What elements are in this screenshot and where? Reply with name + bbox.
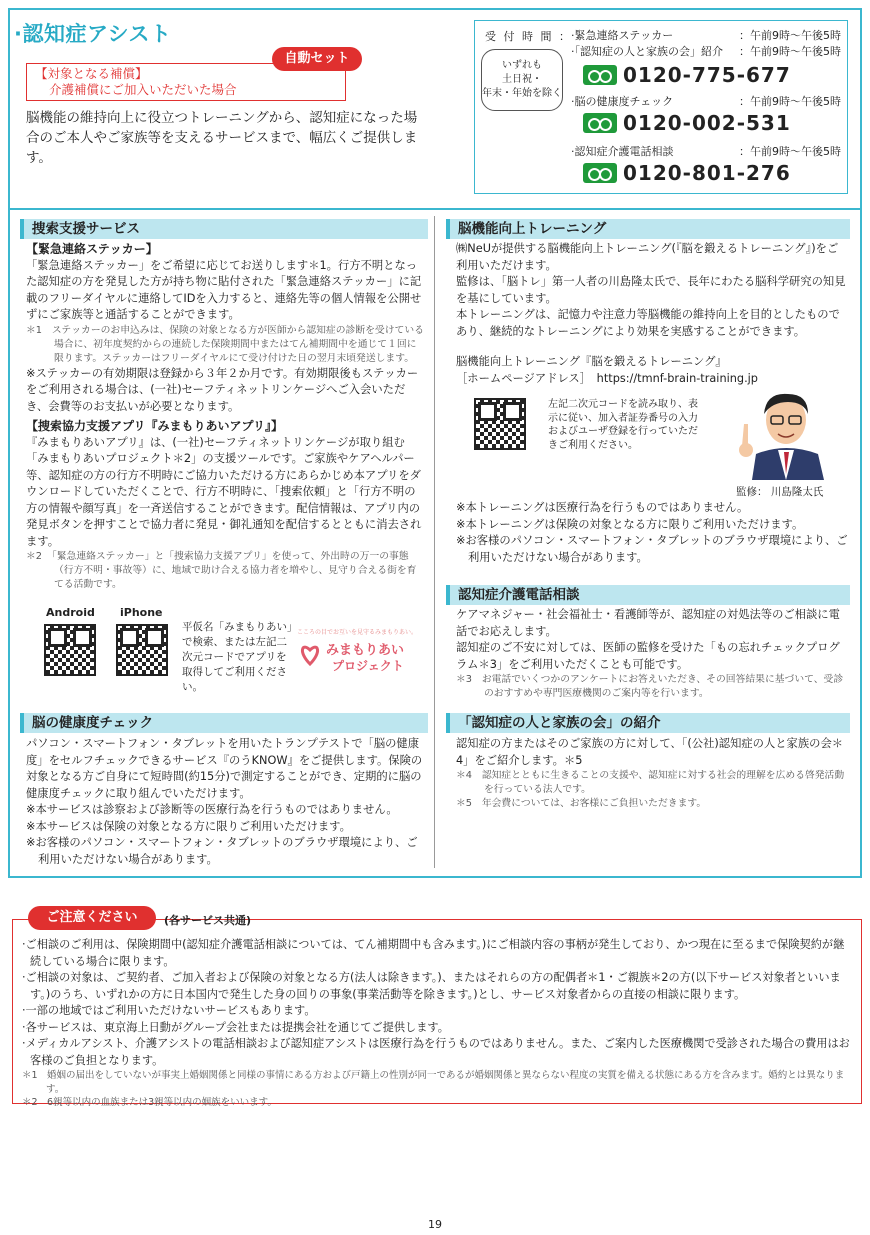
contact-row-name: ·「認知症の人と家族の会」紹介 [571, 45, 723, 58]
care-phone-header: 認知症介護電話相談 [446, 585, 850, 605]
training-note: ※お客様のパソコン・スマートフォン・タブレットのブラウザ環境により、ご利用いただけない場合があります。 [456, 534, 848, 564]
contact-row-name: ·認知症介護電話相談 [571, 145, 674, 158]
training-p2: 監修は、「脳トレ」第一人者の川島隆太氏で、長年にわたる脳科学研究の知見を基にしています。 [456, 275, 846, 305]
family-assoc-body [456, 736, 848, 811]
phone-text: 0120-801-276 [623, 161, 791, 185]
brain-check-note: ※本サービスは保険の対象となる方に限りご利用いただけます。 [26, 819, 351, 833]
training-header: 脳機能向上トレーニング [446, 219, 850, 239]
iphone-qr-code[interactable] [116, 624, 168, 676]
site-url[interactable]: https://tmnf-brain-training.jp [596, 371, 758, 385]
sticker-title: 【緊急連絡ステッカー】 [26, 242, 158, 256]
column-divider [434, 216, 435, 868]
brain-check-note: ※本サービスは診察および診断等の医療行為を行うものではありません。 [26, 803, 398, 816]
iphone-label: iPhone [120, 606, 163, 619]
hours-note [481, 49, 563, 111]
app-title: 【捜索協力支援アプリ『みまもりあいアプリ』】 [26, 419, 284, 433]
note-2: ＊2 「緊急連絡ステッカー」と「捜索協力支援アプリ」を使って、外出時の万一の事態（行方不明・事故等）に、地域で助け合える協力者を増やし、見守り合える街を育てる活動です。 [26, 551, 417, 590]
lead-text: 脳機能の維持向上に役立つトレーニングから、認知症になった場合のご本人やご家族等を支えるサービスまで、幅広くご提供します。 [26, 110, 418, 166]
heart-icon [302, 647, 317, 664]
training-body [456, 241, 846, 387]
contact-row-hours: ：午前9時～午後5時 [739, 145, 841, 158]
sticker-validity: ※ステッカーの有効期限は登録から３年２か月です。有効期限後もステッカーをご利用される場合は、(一社)セーフティネットリンケージへご入会いただき、会費等のお支払いが必要となります。 [26, 366, 419, 413]
caution-item: ·一部の地域ではご利用いただけないサービスもあります。 [22, 1004, 316, 1017]
note-3: ＊3 お電話でいくつかのアンケートにお答えいただき、その回答結果に基づいて、受診のおすすめや専門医療機関のご案内等を行います。 [456, 674, 844, 699]
search-support-body [26, 241, 424, 592]
contact-row-hours: ：午前9時～午後5時 [739, 29, 841, 42]
note-1: ＊1 ステッカーのお申込みは、保険の対象となる方が医師から認知症の診断を受けている場合に、初年度契約からの連続した保険期間中またはてん補期間中を通じて１回に限ります。ステッカーはフリーダイヤルにて受け付けた日の翌月末頃発送します。 [26, 324, 424, 364]
note-5: ＊5 年会費については、お客様にご負担いただきます。 [456, 798, 707, 809]
contact-row-name: ·脳の健康度チェック [571, 95, 674, 108]
brain-check-desc: パソコン・スマートフォン・タブレットを用いたトランプテストで「脳の健康度」をセルフチェックできるサービス『のうKNOW』をご提供します。保険の対象となる方ご自身にて短時間(約15分)で測定することができ、定期的に脳の健康度チェックに取り組んでいただけます。 [26, 737, 423, 800]
freedial-icon [583, 65, 617, 85]
logo-line1: みまもりあい [326, 643, 405, 658]
caution-item: ·ご相談の対象は、ご契約者、ご加入者および保険の対象となる方(法人は除きます。)、またはそれらの方の配偶者＊1・ご親族＊2の方(以下サービス対象者といいます。)のうち、いずれかの方に日本国内で発生した身の回りの事象(事業活動等を除きます。)とし、サービス対象者からの直接の相談に限ります。 [22, 971, 841, 1001]
hours-note-line2: 土日祝・ [502, 74, 542, 85]
target-line1: 【対象となる補償】 [35, 66, 148, 81]
page-number: 19 [428, 1218, 442, 1231]
caution-item: ·メディカルアシスト、介護アシストの電話相談および認知症アシストは医療行為を行うものではありません。また、ご案内した医療機関で受診された場合の費用はお客様のご負担となります。 [22, 1037, 850, 1067]
caution-body [22, 937, 852, 1110]
training-p3: 本トレーニングは、記憶力や注意力等脳機能の維持向上を目的としたものであり、継続的なトレーニングにより効果を実感することができます。 [456, 308, 840, 338]
hours-note-line3: 年末・年始を除く [482, 88, 562, 99]
caution-note-1: ＊1 婚姻の届出をしていないが事実上婚姻関係と同様の事情にある方および戸籍上の性別が同一であるが婚姻関係と異ならない程度の実質を備える状態にある方を含みます。婚約とは異なります。 [22, 1070, 845, 1095]
android-label: Android [46, 606, 95, 619]
supervisor-caption: 監修： 川島隆太氏 [736, 486, 824, 498]
training-note: ※本トレーニングは保険の対象となる方に限りご利用いただけます。 [456, 517, 804, 531]
target-line2: 介護補償にご加入いただいた場合 [49, 82, 237, 97]
android-qr-code[interactable] [44, 624, 96, 676]
section-divider [8, 208, 862, 210]
auto-set-badge: 自動セット [272, 47, 362, 71]
brain-check-note: ※お客様のパソコン・スマートフォン・タブレットのブラウザ環境により、ご利用いただけない場合があります。 [26, 836, 418, 866]
brain-check-header: 脳の健康度チェック [20, 713, 428, 733]
training-note: ※本トレーニングは医療行為を行うものではありません。 [456, 501, 749, 514]
training-qr-code[interactable] [474, 398, 526, 450]
caution-common-label: (各サービス共通) [164, 914, 252, 927]
caution-item: ·各サービスは、東京海上日動がグループ会社または提携会社を通じてご提供します。 [22, 1020, 449, 1034]
contact-row-name: ·緊急連絡ステッカー [571, 29, 674, 42]
contact-box [474, 20, 848, 194]
phone-number-3[interactable] [583, 161, 791, 185]
care-phone-body [456, 607, 848, 701]
phone-number-2[interactable] [583, 111, 791, 135]
app-body: 『みまもりあいアプリ』は、(一社)セーフティネットリンケージが取り組む「みまもりあいプロジェクト＊2」の支援ツールです。ご家族やケアヘルパー等、認知症の方の行方不明時にご協力いただける方にあらかじめ本アプリをダウンロードしていただくことで、行方不明時に、「捜索依頼」と「行方不明の方の情報や顔写真」を一斉送信することができます。配信情報は、アプリ内の発見ボタンを押すことで協力者に発見・御礼通知を配信するとともに消去されます。 [26, 435, 422, 548]
training-site-name: 脳機能向上トレーニング『脳を鍛えるトレーニング』 [456, 355, 727, 368]
sticker-body: 「緊急連絡ステッカー」をご希望に応じてお送りします＊1。行方不明となった認知症の方を発見した方が持ち物に貼付された「緊急連絡ステッカー」に記載のフリーダイヤルに連絡してIDを入力すると、連絡先等の個人情報を公開せずにご家族等と通話することができます。 [26, 258, 422, 321]
hours-note-line1: いずれも [502, 60, 542, 71]
logo-tagline: こころの目でお互いを見守るみまもりあい。 [296, 629, 418, 636]
training-p1: ㈱NeUが提供する脳機能向上トレーニング(『脳を鍛えるトレーニング』)をご利用いただけます。 [456, 242, 839, 272]
care-phone-p2: 認知症のご不安に対しては、医師の監修を受けた「もの忘れチェックプログラム＊3」をご利用いただくことも可能です。 [456, 641, 840, 671]
training-notes [456, 500, 848, 566]
logo-line2: プロジェクト [332, 659, 404, 673]
phone-text: 0120-002-531 [623, 111, 791, 135]
training-qr-caption: 左記二次元コードを読み取り、表示に従い、加入者証券番号の入力およびユーザ登録を行っていただきご利用ください。 [548, 399, 698, 451]
search-support-header: 捜索支援サービス [20, 219, 428, 239]
caution-item: ·ご相談のご利用は、保険期間中(認知症介護電話相談については、てん補期間中も含みます。)にご相談内容の事柄が発生しており、かつ現在に至るまで保険契約が継続している場合に限ります。 [22, 938, 845, 968]
family-assoc-p1: 認知症の方またはそのご家族の方に対して、「(公社)認知症の人と家族の会＊4」をご紹介します。＊5 [456, 737, 844, 767]
note-4: ＊4 認知症とともに生きることの支援や、認知症に対する社会的理解を広める啓発活動を行っている法人です。 [456, 770, 845, 795]
reception-label: 受 付 時 間 ： [485, 30, 572, 43]
phone-number-1[interactable] [583, 63, 791, 87]
mimamori-project-logo [296, 626, 418, 676]
contact-row-hours: ：午前9時～午後5時 [739, 95, 841, 108]
freedial-icon [583, 163, 617, 183]
care-phone-p1: ケアマネジャー・社会福祉士・看護師等が、認知症の対処法等のご相談に電話でお応えします。 [456, 608, 840, 638]
family-assoc-header: 「認知症の人と家族の会」の紹介 [446, 713, 850, 733]
app-howto: 平仮名「みまもりあい」で検索、または左記二次元コードでアプリを取得してご利用ください。 [182, 621, 293, 693]
site-label: ［ホームページアドレス］ [456, 371, 586, 385]
page-title: ·認知症アシスト [14, 22, 172, 46]
supervisor-illustration [734, 384, 838, 480]
contact-row-hours: ：午前9時～午後5時 [739, 45, 841, 58]
freedial-icon [583, 113, 617, 133]
caution-note-2: ＊2 6親等以内の血族または3親等以内の姻族をいいます。 [22, 1097, 277, 1108]
brain-check-body [26, 736, 424, 868]
caution-badge: ご注意ください [28, 906, 156, 930]
phone-text: 0120-775-677 [623, 63, 791, 87]
